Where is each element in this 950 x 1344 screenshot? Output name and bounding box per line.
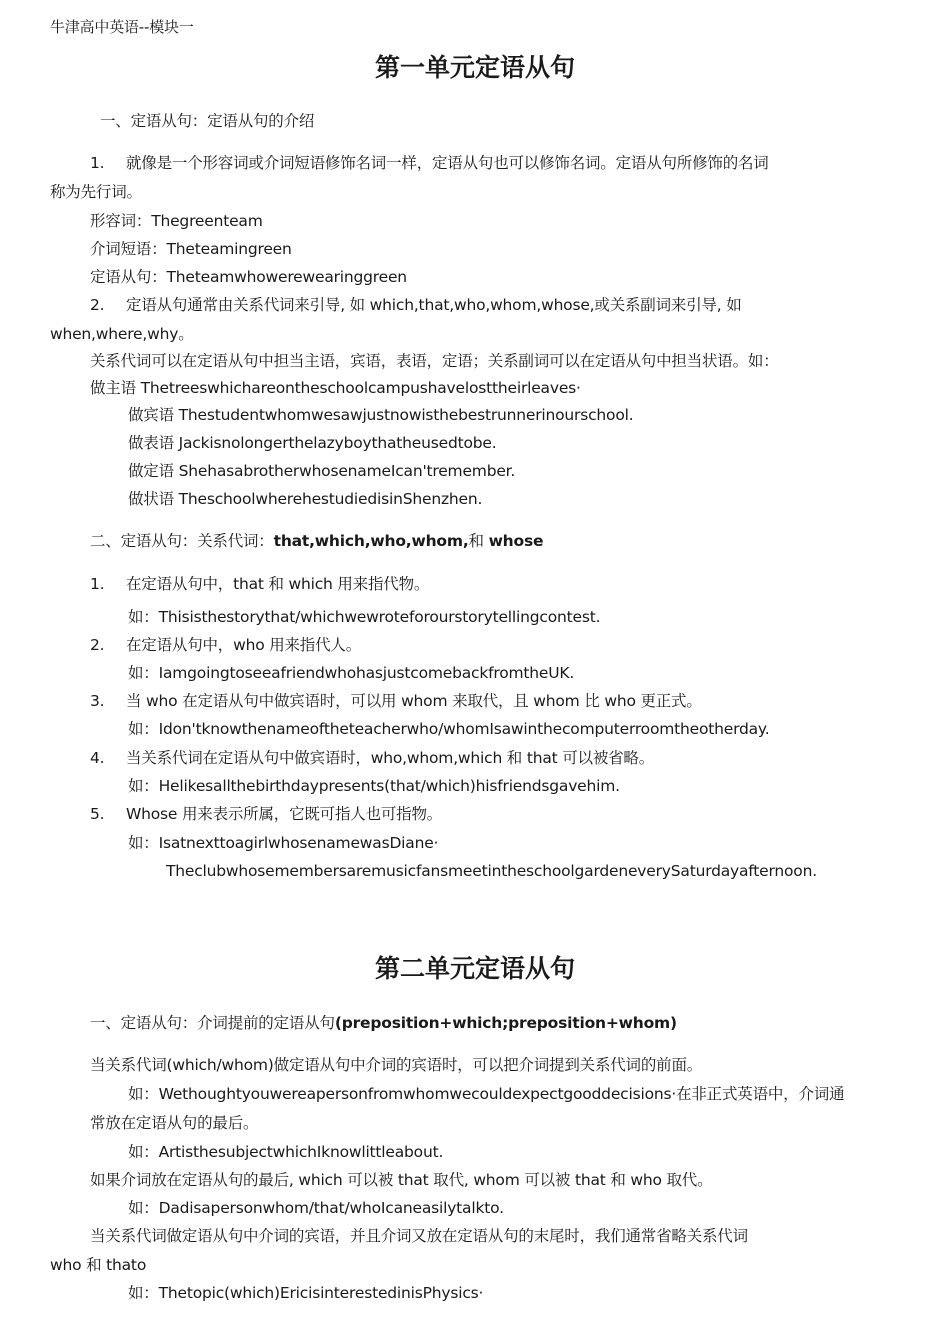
- unit2-paragraph3-line1: 当关系代词做定语从句中介词的宾语，并且介词又放在定语从句的末尾时，我们通常省略关系代词: [90, 1227, 748, 1245]
- list-number: 5.: [90, 805, 105, 823]
- rule-1: [90, 574, 429, 594]
- rule-2: [90, 635, 361, 655]
- rule-5-example: 如：IsatnexttoagirlwhosenamewasDiane·: [128, 834, 439, 852]
- unit1-section1-heading: 一、定语从句：定语从句的介绍: [100, 112, 315, 130]
- list-number: 4.: [90, 749, 105, 767]
- unit2-section1-heading: [90, 1013, 677, 1033]
- example-as-attributive: 做定语 ShehasabrotherwhosenameIcan'tremember.: [128, 462, 516, 480]
- running-head: 牛津高中英语--模块一: [50, 18, 194, 36]
- rule-5: [90, 804, 442, 824]
- list-number: 3.: [90, 692, 105, 710]
- rule-text: Whose 用来表示所属，它既可指人也可指物。: [126, 805, 443, 823]
- unit2-example3: 如：Dadisapersonwhom/that/whoIcaneasilytalkto.: [128, 1199, 504, 1217]
- example-as-object: 做宾语 Thestudentwhomwesawjustnowisthebestrunnerinourschool.: [128, 406, 634, 424]
- rule-3: [90, 691, 702, 711]
- example-as-adverbial: 做状语 TheschoolwherehestudiedisinShenzhen.: [128, 490, 483, 508]
- example-adjective: 形容词：Thegreenteam: [90, 212, 263, 230]
- rule-4: [90, 748, 654, 768]
- heading-bold-text: whose: [488, 532, 544, 550]
- unit1-paragraph2-line1: [90, 295, 742, 315]
- unit2-example2: 如：ArtisthesubjectwhichIknowlittleabout.: [128, 1143, 444, 1161]
- paragraph-text: 定语从句通常由关系代词来引导, 如 which,that,who,whom,whose,或关系副词来引导, 如: [126, 296, 742, 314]
- example-attributive-clause: 定语从句：Theteamwhowerewearinggreen: [90, 268, 407, 286]
- heading-bold-text: that,which,who,whom,: [273, 532, 469, 550]
- unit1-paragraph1-line1: [90, 153, 769, 173]
- rule-1-example: 如：Thisisthestorythat/whichwewroteforourstorytellingcontest.: [128, 608, 601, 626]
- rule-5-example-2: TheclubwhosemembersaremusicfansmeetintheschoolgardeneverySaturdayafternoon.: [166, 862, 817, 880]
- heading-text: 和: [468, 532, 489, 550]
- rule-text: 当关系代词在定语从句中做宾语时，who,whom,which 和 that 可以被省略。: [126, 749, 655, 767]
- list-number: 1.: [90, 575, 105, 593]
- rule-text: 在定语从句中，who 用来指代人。: [126, 636, 362, 654]
- heading-text: 二、定语从句：关系代词：: [90, 532, 274, 550]
- rule-text: 在定语从句中，that 和 which 用来指代物。: [126, 575, 430, 593]
- heading-text: 一、定语从句：介词提前的定语从句: [90, 1014, 335, 1032]
- unit1-paragraph3: 关系代词可以在定语从句中担当主语，宾语，表语，定语；关系副词可以在定语从句中担当状语。如：: [90, 352, 779, 370]
- unit2-paragraph2: 如果介词放在定语从句的最后, which 可以被 that 取代, whom 可以被 that 和 who 取代。: [90, 1171, 713, 1189]
- rule-2-example: 如：IamgoingtoseeafriendwhohasjustcomebackfromtheUK.: [128, 664, 575, 682]
- unit1-paragraph2-line2: when,where,why。: [50, 325, 194, 343]
- unit2-example1-line1: 如：Wethoughtyouwereapersonfromwhomwecouldexpectgooddecisions·在非正式英语中，介词通: [128, 1085, 845, 1103]
- list-number: 2.: [90, 636, 105, 654]
- rule-3-example: 如：Idon'tknowthenameoftheteacherwho/whomIsawinthecomputerroomtheotherday.: [128, 720, 770, 738]
- unit2-paragraph1: 当关系代词(which/whom)做定语从句中介词的宾语时，可以把介词提到关系代词的前面。: [90, 1056, 703, 1074]
- unit1-title: 第一单元定语从句: [374, 53, 575, 82]
- unit2-paragraph3-line2: who 和 thato: [50, 1256, 147, 1274]
- list-number: 2.: [90, 296, 105, 314]
- unit1-section2-heading: [90, 531, 543, 551]
- unit2-example1-line2: 常放在定语从句的最后。: [90, 1114, 259, 1132]
- example-as-predicative: 做表语 Jackisnolongerthelazyboythatheusedtobe.: [128, 434, 497, 452]
- rule-text: 当 who 在定语从句中做宾语时，可以用 whom 来取代，且 whom 比 who 更正式。: [126, 692, 702, 710]
- unit2-title: 第二单元定语从句: [374, 954, 575, 983]
- paragraph-text: 就像是一个形容词或介词短语修饰名词一样，定语从句也可以修饰名词。定语从句所修饰的名词: [126, 154, 769, 172]
- unit2-example4: 如：Thetopic(which)EricisinterestedinisPhysics·: [128, 1284, 484, 1302]
- heading-bold-text: (preposition+which;preposition+whom): [334, 1014, 677, 1032]
- rule-4-example: 如：Helikesallthebirthdaypresents(that/which)hisfriendsgavehim.: [128, 777, 620, 795]
- example-as-subject: 做主语 Thetreeswhichareontheschoolcampushavelosttheirleaves·: [90, 379, 581, 397]
- unit1-paragraph1-line2: 称为先行词。: [50, 183, 142, 201]
- list-number: 1.: [90, 154, 105, 172]
- example-prepositional-phrase: 介词短语：Theteamingreen: [90, 240, 292, 258]
